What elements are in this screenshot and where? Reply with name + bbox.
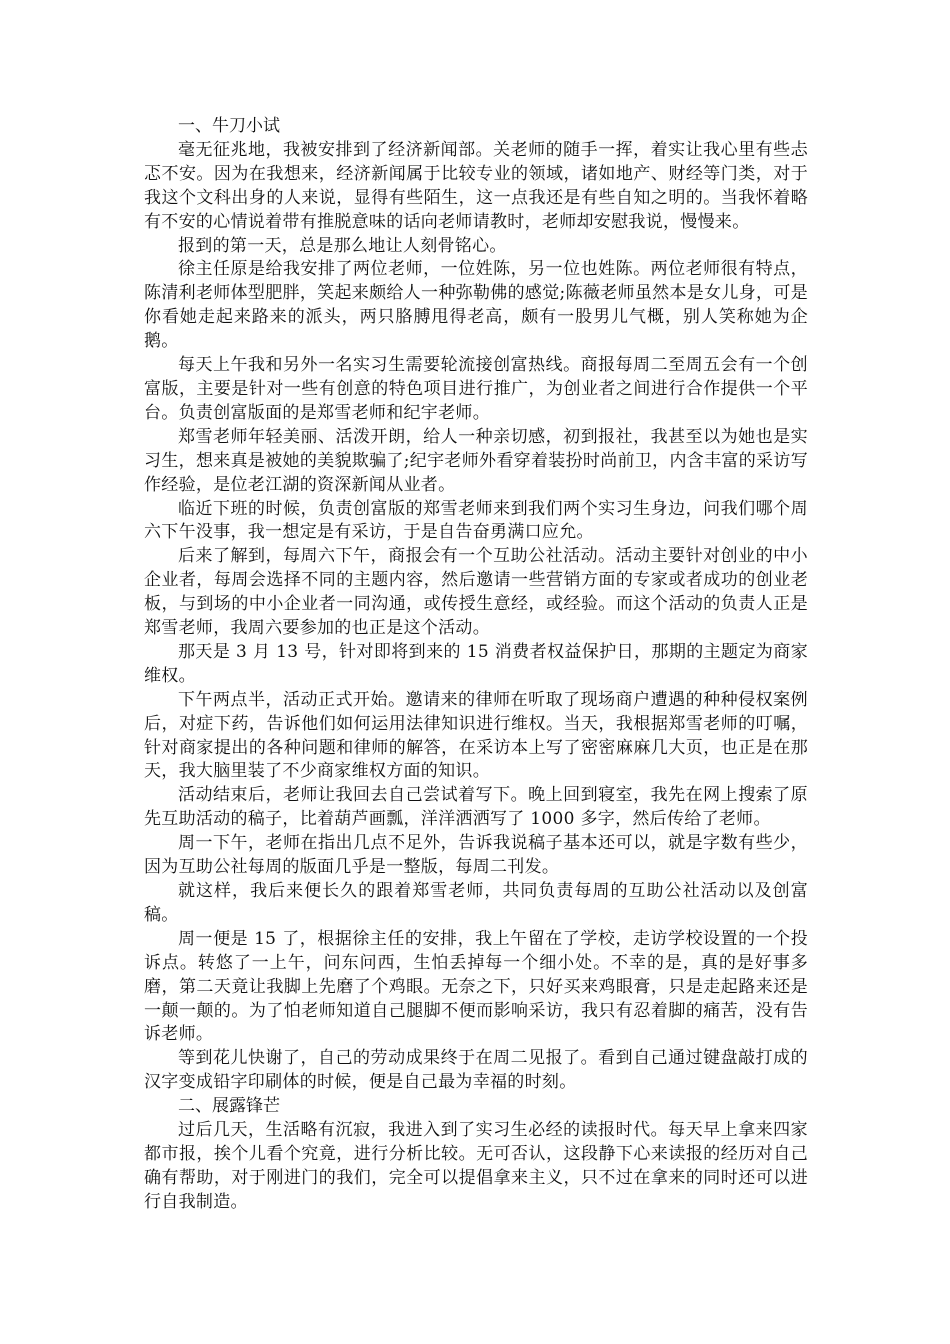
- paragraph: 下午两点半，活动正式开始。邀请来的律师在听取了现场商户遭遇的种种侵权案例后，对症下药，告诉他们如何运用法律知识进行维权。当天，我根据郑雪老师的叮嘱，针对商家提出的各种问题和律师的解答，在采访本上写了密密麻麻几大页，也正是在那天，我大脑里装了不少商家维权方面的知识。: [144, 689, 808, 782]
- paragraph: 那天是 3 月 13 号，针对即将到来的 15 消费者权益保护日，那期的主题定为商家维权。: [144, 641, 808, 686]
- paragraph: 周一下午，老师在指出几点不足外，告诉我说稿子基本还可以，就是字数有些少，因为互助公社每周的版面几乎是一整版，每周二刊发。: [144, 833, 808, 878]
- paragraph: 每天上午我和另外一名实习生需要轮流接创富热线。商报每周二至周五会有一个创富版，主要是针对一些有创意的特色项目进行推广，为创业者之间进行合作提供一个平台。负责创富版面的是郑雪老师和纪宇老师。: [144, 355, 808, 423]
- paragraph: 过后几天，生活略有沉寂，我进入到了实习生必经的读报时代。每天早上拿来四家都市报，挨个儿看个究竟，进行分析比较。无可否认，这段静下心来读报的经历对自己确有帮助，对于刚进门的我们，完全可以提倡拿来主义，只不过在拿来的同时还可以进行自我制造。: [144, 1120, 808, 1212]
- paragraph: 后来了解到，每周六下午，商报会有一个互助公社活动。活动主要针对创业的中小企业者，每周会选择不同的主题内容，然后邀请一些营销方面的专家或者成功的创业老板，与到场的中小企业者一同沟通，或传授生意经，或经验。而这个活动的负责人正是郑雪老师，我周六要参加的也正是这个活动。: [144, 546, 808, 639]
- document-body: [144, 115, 808, 1215]
- section-heading: 二、展露锋芒: [178, 1096, 280, 1117]
- paragraph: 郑雪老师年轻美丽、活泼开朗，给人一种亲切感，初到报社，我甚至以为她也是实习生，想来真是被她的美貌欺骗了;纪宇老师外看穿着装扮时尚前卫，内含丰富的采访写作经验，是位老江湖的资深新闻从业者。: [144, 426, 808, 495]
- paragraph: 毫无征兆地，我被安排到了经济新闻部。关老师的随手一挥，着实让我心里有些忐忑不安。因为在我想来，经济新闻属于比较专业的领域，诸如地产、财经等门类，对于我这个文科出身的人来说，显得有些陌生，这一点我还是有些自知之明的。当我怀着略有不安的心情说着带有推脱意味的话向老师请教时，老师却安慰我说，慢慢来。: [144, 139, 808, 232]
- paragraph: 活动结束后，老师让我回去自己尝试着写下。晚上回到寝室，我先在网上搜索了原先互助活动的稿子，比着葫芦画瓢，洋洋洒洒写了 1000 多字，然后传给了老师。: [144, 785, 808, 830]
- paragraph: 临近下班的时候，负责创富版的郑雪老师来到我们两个实习生身边，问我们哪个周六下午没事，我一想定是有采访，于是自告奋勇满口应允。: [144, 498, 808, 543]
- paragraph: 报到的第一天，总是那么地让人刻骨铭心。: [178, 235, 507, 256]
- paragraph: 徐主任原是给我安排了两位老师，一位姓陈，另一位也姓陈。两位老师很有特点，陈清利老师体型肥胖，笑起来颇给人一种弥勒佛的感觉;陈薇老师虽然本是女儿身，可是你看她走起来路来的派头，两只胳膊甩得老高，颇有一股男儿气概，别人笑称她为企鹅。: [144, 259, 808, 352]
- section-heading: 一、牛刀小试: [178, 116, 280, 136]
- paragraph: 就这样，我后来便长久的跟着郑雪老师，共同负责每周的互助公社活动以及创富稿。: [144, 881, 808, 925]
- paragraph: 等到花儿快谢了，自己的劳动成果终于在周二见报了。看到自己通过键盘敲打成的汉字变成铅字印刷体的时候，便是自己最为幸福的时刻。: [144, 1048, 808, 1093]
- paragraph: 周一便是 15 了，根据徐主任的安排，我上午留在了学校，走访学校设置的一个投诉点。转悠了一上午，问东问西，生怕丢掉每一个细小处。不幸的是，真的是好事多磨，第二天竟让我脚上先磨了个鸡眼。无奈之下，只好买来鸡眼膏，只是走起路来还是一颠一颠的。为了怕老师知道自己腿脚不便而影响采访，我只有忍着脚的痛苦，没有告诉老师。: [144, 928, 808, 1045]
